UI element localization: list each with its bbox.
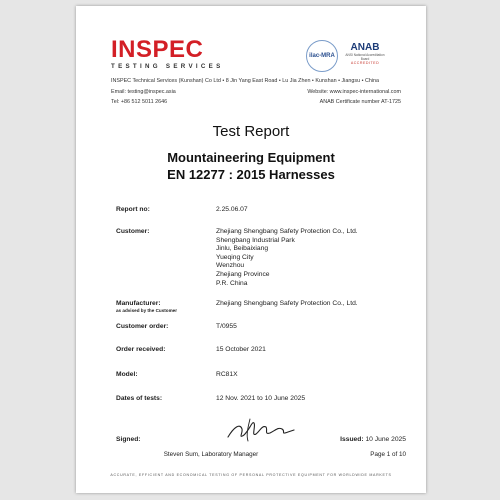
handwritten-signature [226, 417, 296, 448]
field-value: T/0955 [216, 323, 237, 330]
customer-line: Zhejiang Province [216, 270, 270, 278]
signer-name: Steven Sum, Laboratory Manager [163, 451, 259, 458]
anab-mark: ANAB [350, 42, 380, 53]
field-label: Dates of tests: [116, 395, 163, 402]
issued-date [340, 436, 406, 443]
field-label: Customer order: [116, 323, 169, 330]
anab-logo [344, 42, 386, 70]
document-subtitle [76, 149, 426, 183]
company-address: INSPEC Technical Services (Kunshan) Co Ltd • 8 Jin Yang East Road • Lu Jia Zhen • Kunshan • Jiangsu • China [111, 78, 380, 84]
logo-subtitle: TESTING SERVICES [111, 63, 224, 70]
field-value: Zhejiang Shengbang Safety Protection Co., Ltd. [216, 300, 358, 307]
customer-line: Zhejiang Shengbang Safety Protection Co., Ltd. [216, 228, 358, 235]
contact-block [111, 76, 401, 108]
contact-tel: Tel: +86 512 5011 2646 [111, 99, 168, 105]
issued-value: 10 June 2025 [365, 436, 406, 443]
customer-line: Jinlu, Beibaixiang [216, 245, 269, 253]
field-label [116, 300, 177, 313]
customer-line: Yueqing City [216, 253, 254, 261]
report-page [76, 6, 426, 493]
accreditation-badges [306, 40, 388, 72]
contact-website: Website: www.inspec-international.com [307, 88, 401, 95]
subtitle-line-1: Mountaineering Equipment [167, 150, 335, 165]
field-label: Model: [116, 371, 138, 378]
inspec-logo [111, 38, 224, 70]
manufacturer-sublabel: as advised by the Customer [116, 308, 178, 313]
field-label: Order received: [116, 346, 166, 353]
anab-accredited-text: ACCREDITED [350, 61, 380, 65]
customer-line: Wenzhou [216, 262, 245, 270]
issued-label: Issued: [340, 436, 364, 443]
field-value: 2.25.06.07 [216, 206, 248, 213]
page-number: Page 1 of 10 [370, 451, 406, 458]
customer-line: Shengbang Industrial Park [216, 236, 295, 244]
signed-label: Signed: [116, 436, 141, 443]
ilac-mra-text: ilac-MRA [309, 53, 335, 59]
field-label: Customer: [116, 228, 150, 235]
field-value: 12 Nov. 2021 to 10 June 2025 [216, 395, 306, 402]
field-value: RC81X [216, 371, 238, 378]
field-value: 15 October 2021 [216, 346, 266, 353]
logo-text: INSPEC [111, 36, 204, 63]
contact-email: Email: testing@inspec.asia [111, 88, 176, 95]
customer-line: P.R. China [216, 279, 248, 287]
anab-small-text: ANSI National Accreditation Board [345, 53, 385, 61]
document-title: Test Report [212, 123, 290, 140]
subtitle-line-2: EN 12277 : 2015 Harnesses [167, 167, 335, 182]
anab-certificate: ANAB Certificate number AT-1725 [319, 99, 401, 105]
ilac-mra-logo [306, 40, 338, 72]
field-label: Report no: [116, 206, 150, 213]
footer-tagline: ACCURATE, EFFICIENT AND ECONOMICAL TESTING OF PERSONAL PROTECTIVE EQUIPMENT FOR WORLDWIDE MARKETS [110, 473, 392, 477]
customer-address [216, 228, 358, 288]
manufacturer-label: Manufacturer: [116, 300, 161, 307]
